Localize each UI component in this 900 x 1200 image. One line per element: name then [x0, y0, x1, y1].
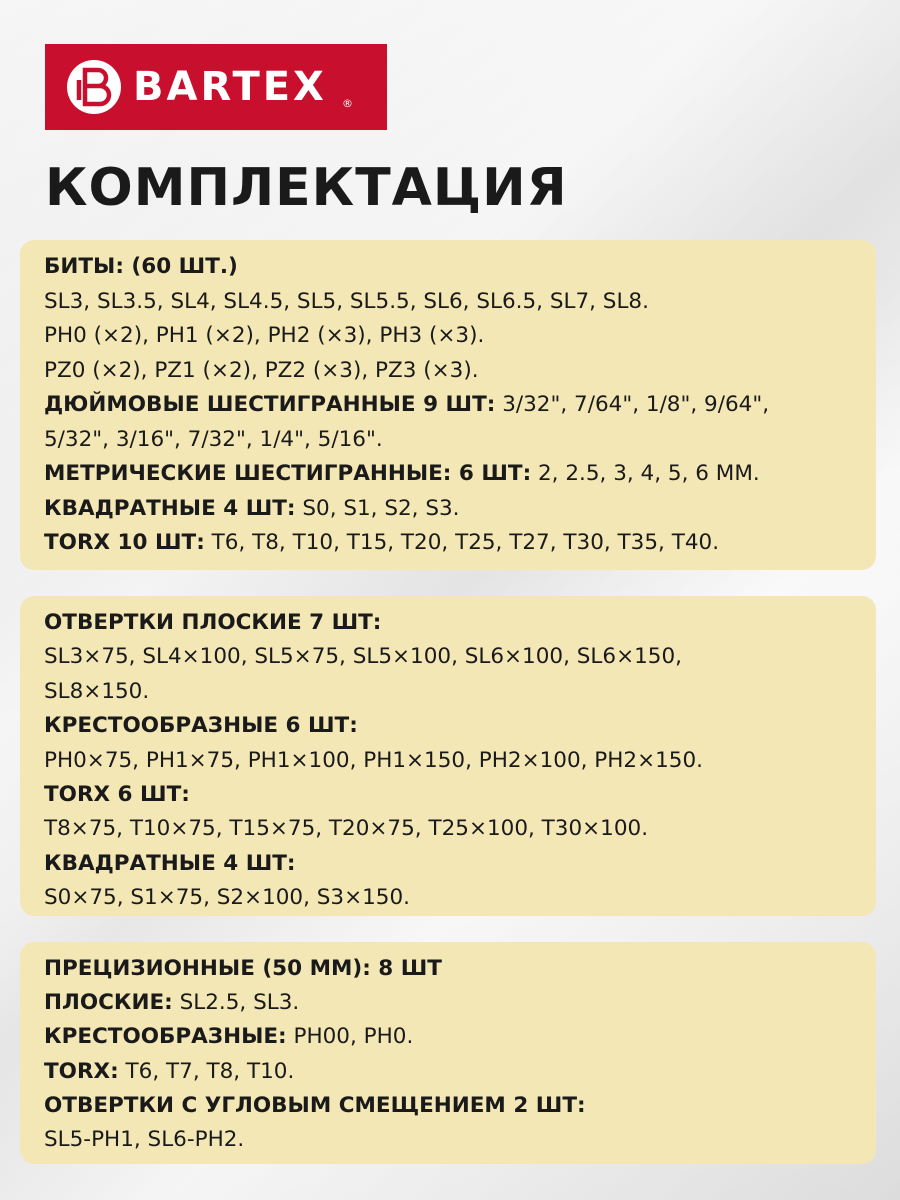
bits-torx-label: TORX 10 ШТ:: [44, 530, 205, 555]
offset-values: SL5-PH1, SL6-PH2.: [44, 1127, 245, 1153]
brand-name: BARTEX: [133, 64, 327, 110]
flat-values: SL3×75, SL4×100, SL5×75, SL5×100, SL6×100, SL6×150,: [44, 644, 682, 670]
precision-torx-label: TORX:: [44, 1058, 119, 1084]
precision-flat-values: SL2.5, SL3.: [172, 990, 300, 1016]
cross-values: PH0×75, PH1×75, PH1×100, PH1×150, PH2×100, PH2×150.: [44, 747, 703, 773]
bits-square-values: S0, S1, S2, S3.: [295, 495, 460, 521]
screwdrivers-panel: [20, 596, 876, 916]
bits-inch-hex-label: ДЮЙМОВЫЕ ШЕСТИГРАННЫЕ 9 ШТ:: [44, 392, 496, 417]
bits-inch-hex-values: 3/32", 7/64", 1/8", 9/64",: [495, 392, 770, 417]
bits-metric-hex: [44, 457, 876, 492]
bartex-logo-icon: [65, 58, 123, 116]
precision-flat: [44, 986, 876, 1020]
torx-heading: TORX 6 ШТ:: [44, 782, 190, 808]
bits-square: [44, 492, 876, 527]
precision-heading: ПРЕЦИЗИОННЫЕ (50 ММ): 8 ШТ: [44, 956, 442, 981]
bits-panel: [20, 240, 876, 570]
precision-panel: [20, 942, 876, 1164]
page-title: КОМПЛЕКТАЦИЯ: [45, 158, 568, 218]
precision-torx: [44, 1055, 876, 1089]
precision-torx-values: T6, T7, T8, T10.: [118, 1058, 295, 1084]
cross-heading: КРЕСТООБРАЗНЫЕ 6 ШТ:: [44, 713, 358, 739]
bits-inch-hex: [44, 388, 876, 423]
bits-heading: БИТЫ: (60 ШТ.): [44, 254, 238, 279]
bits-phillips: PH0 (×2), PH1 (×2), PH2 (×3), PH3 (×3).: [44, 323, 485, 348]
bits-metric-hex-values: 2, 2.5, 3, 4, 5, 6 ММ.: [531, 461, 760, 486]
bits-square-label: КВАДРАТНЫЕ 4 ШТ:: [44, 495, 296, 521]
precision-cross-values: PH00, PH0.: [286, 1024, 414, 1050]
offset-heading: ОТВЕРТКИ С УГЛОВЫМ СМЕЩЕНИЕМ 2 ШТ:: [44, 1092, 586, 1118]
precision-cross-label: КРЕСТООБРАЗНЫЕ:: [44, 1024, 287, 1050]
square-heading: КВАДРАТНЫЕ 4 ШТ:: [44, 850, 296, 876]
bits-pozidriv: PZ0 (×2), PZ1 (×2), PZ2 (×3), PZ3 (×3).: [44, 357, 479, 383]
bits-slotted: SL3, SL3.5, SL4, SL4.5, SL5, SL5.5, SL6, SL6.5, SL7, SL8.: [44, 288, 649, 314]
registered-mark: ®: [342, 97, 353, 110]
bits-inch-hex-values-cont: 5/32", 3/16", 7/32", 1/4", 5/16".: [44, 426, 383, 452]
torx-values: T8×75, T10×75, T15×75, T20×75, T25×100, T30×100.: [44, 816, 649, 842]
bits-metric-hex-label: МЕТРИЧЕСКИЕ ШЕСТИГРАННЫЕ: 6 ШТ:: [44, 461, 532, 486]
precision-cross: [44, 1020, 876, 1054]
brand-logo: [45, 44, 387, 130]
bits-torx: [44, 526, 876, 561]
flat-heading: ОТВЕРТКИ ПЛОСКИЕ 7 ШТ:: [44, 610, 382, 635]
bits-torx-values: T6, T8, T10, T15, T20, T25, T27, T30, T35, T40.: [204, 530, 720, 555]
square-values: S0×75, S1×75, S2×100, S3×150.: [44, 885, 410, 911]
flat-values-cont: SL8×150.: [44, 678, 150, 704]
precision-flat-label: ПЛОСКИЕ:: [44, 990, 173, 1016]
